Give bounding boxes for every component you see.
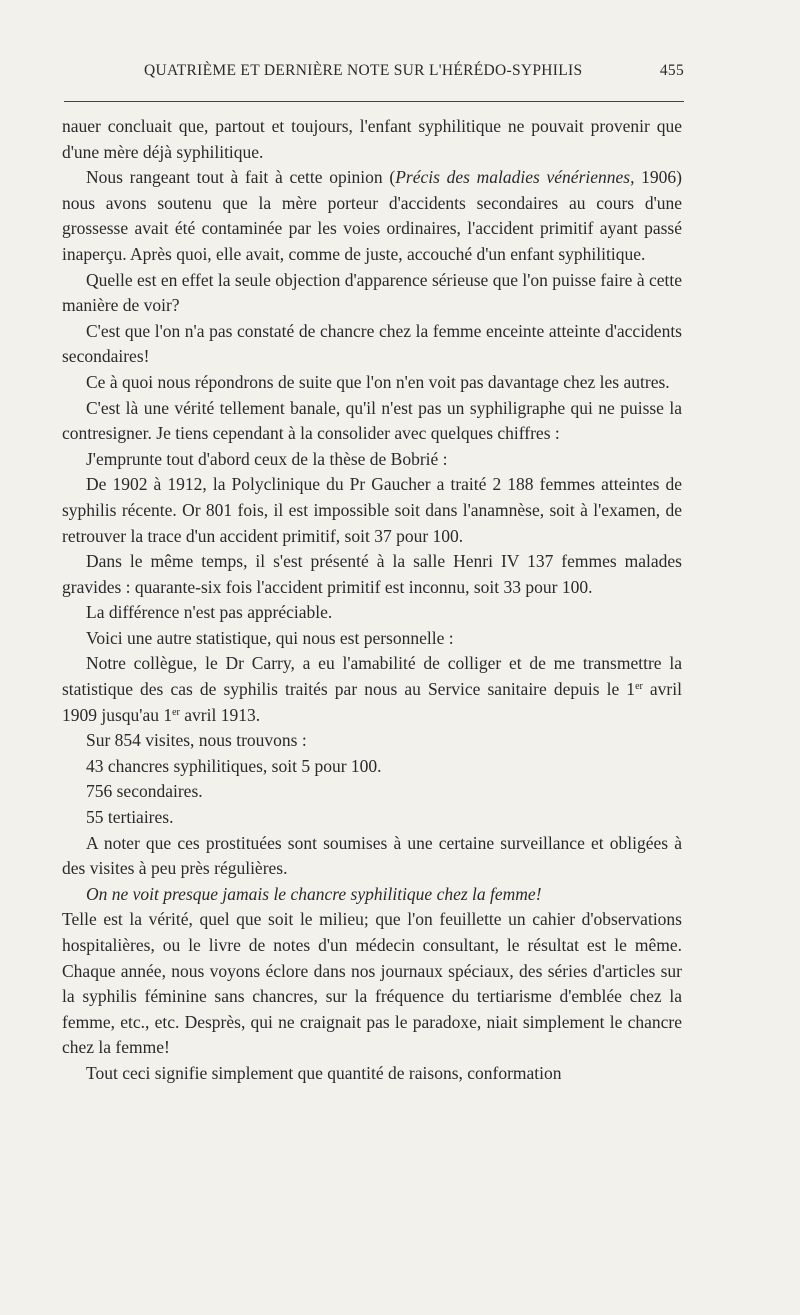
paragraph: Ce à quoi nous répondrons de suite que l'on n'en voit pas davantage chez les autres. — [86, 371, 670, 392]
paragraph: Nous rangeant tout à fait à cette opinion (Précis des maladies vénériennes, 1906) nous avons soutenu que la mère porteur d'accidents secondaires au cours d'une grossesse avait été contaminée par les voies ordinaires, l'accident primitif ayant passé inaperçu. Après quoi, elle avait, comme de juste, accouché d'un enfant syphilitique. — [62, 167, 683, 264]
paragraph: A noter que ces prostituées sont soumises à une certaine surveillance et obligées à des visites à peu près régulières. — [62, 832, 682, 879]
body-text — [62, 114, 682, 1087]
paragraph: La différence n'est pas appréciable. — [86, 602, 333, 623]
paragraph: Notre collègue, le Dr Carry, a eu l'amabilité de colliger et de me transmettre la statistique des cas de syphilis traités par nous au Service sanitaire depuis le 1er avril 1909 jusqu'au 1er avril 1913. — [62, 653, 682, 725]
paragraph: nauer concluait que, partout et toujours, l'enfant syphilitique ne pouvait provenir que d'une mère déjà syphilitique. — [62, 116, 682, 162]
paragraph: J'emprunte tout d'abord ceux de la thèse de Bobrié : — [86, 448, 448, 469]
paragraph: De 1902 à 1912, la Polyclinique du Pr Gaucher a traité 2 188 femmes atteintes de syphilis récente. Or 801 fois, il est impossible soit dans l'anamnèse, soit à l'examen, de retrouver la trace d'un accident primitif, soit 37 pour 100. — [62, 474, 682, 546]
paragraph: C'est là une vérité tellement banale, qu'il n'est pas un syphiligraphe qui ne puisse la contresigner. Je tiens cependant à la consolider avec quelques chiffres : — [62, 397, 682, 444]
running-title: QUATRIÈME ET DERNIÈRE NOTE SUR L'HÉRÉDO-SYPHILIS — [144, 62, 583, 79]
stat-line: 756 secondaires. — [86, 781, 203, 802]
paragraph: Sur 854 visites, nous trouvons : — [86, 730, 307, 751]
running-header — [62, 62, 684, 86]
book-title: Précis des maladies vénériennes, — [395, 167, 635, 188]
stat-line: 43 chancres syphilitiques, soit 5 pour 100. — [86, 755, 382, 776]
paragraph: Voici une autre statistique, qui nous est personnelle : — [86, 627, 454, 648]
paragraph: Quelle est en effet la seule objection d'apparence sérieuse que l'on puisse faire à cette manière de voir? — [62, 269, 682, 316]
page-number: 455 — [659, 62, 684, 79]
paragraph: C'est que l'on n'a pas constaté de chancre chez la femme enceinte atteinte d'accidents secondaires! — [62, 320, 682, 367]
paragraph: Telle est la vérité, quel que soit le milieu; que l'on feuillette un cahier d'observations hospitalières, ou le livre de notes d'un médecin consultant, le résultat est le même. Chaque année, nous voyons éclore dans nos journaux spéciaux, des séries d'articles sur la syphilis féminine sans chancres, sur la fréquence du tertiarisme d'emblée chez la femme, etc., etc. Desprès, qui ne craignait pas le paradoxe, niait simplement le chancre chez la femme! — [62, 909, 682, 1058]
paragraph: Dans le même temps, il s'est présenté à la salle Henri IV 137 femmes malades gravides : quarante-six fois l'accident primitif est inconnu, soit 33 pour 100. — [62, 551, 682, 597]
header-rule — [64, 101, 684, 102]
emphasis-paragraph: On ne voit presque jamais le chancre syphilitique chez la femme! — [86, 883, 542, 904]
paragraph: Tout ceci signifie simplement que quantité de raisons, conformation — [86, 1062, 562, 1083]
stat-line: 55 tertiaires. — [86, 807, 174, 828]
